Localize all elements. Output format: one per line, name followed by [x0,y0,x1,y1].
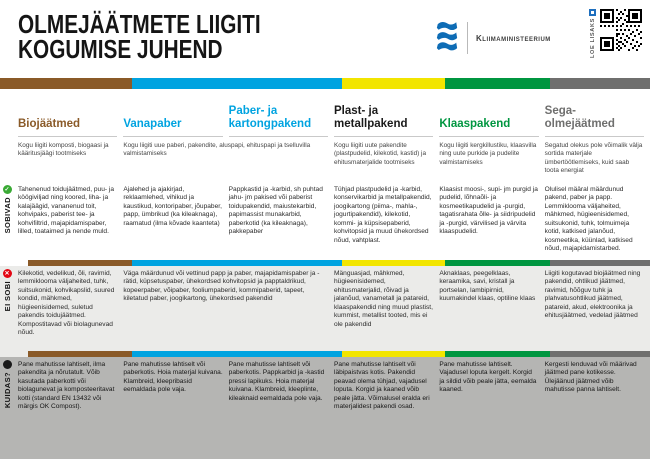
title-line1: OLMEJÄÄTMETE LIIGITI [18,9,261,39]
cell-eisobi-plastmetall: Mänguasjad, mähkmed, hügieenisidemed, ehitusmaterjalid, rõivad ja jalanõud, vanametall ja patareid, klaaspakendid ning muud plastist, kummist, metallist tooted, mis ei ole pakendid [334,270,433,328]
x-circle-icon: ✕ [4,270,10,277]
qr-side [588,9,597,58]
row-gutter-kuidas [0,357,12,459]
row-eisobi [0,266,650,351]
row-kuidas [0,357,650,459]
cell-kuidas-biojaatmed: Pane mahutisse lahtiselt, ilma pakendita ja nõrutatult. Võib kasutada paberkotti või biolagunevat ja komposteeritavat kotti (standard EN 13432 või märgis OK Compost). [18,361,115,411]
cell-sobivad-segaolme: Olulisel määral määrdunud pakend, paber ja papp. Lemmiklooma väljaheited, mähkmed, hügieenisidemed, suitsukonid, tuhk, tolmuimeja kotid, katkised jalanõud, kosmeetika, küünlad, katkised nõud, majapidamistarbed. [544,186,633,253]
cell-sobivad-biojaatmed: Tahenenud toidujäätmed, puu- ja köögiviljad ning koored, liha- ja kalajäägid, vananenud toit, kohvipaks, paberist tee- ja kohvifiltrid, majapidamispaber, lilled, toataimed ja nende muld. [18,186,115,236]
row-label-eisobi: EI SOBI [2,281,12,312]
purpose-klaas: Kogu liigiti kergkillustiku, klaasvilla ning uute purkide ja pudelite valmistamiseks [439,142,537,166]
cell-kuidas-segaolme: Kergesti lenduvad või määrivad jäätmed pane kotikesse. Ülejäänud jäätmed võib mahutisse panna lahtiselt. [544,361,637,394]
estonian-lions-icon [435,21,459,55]
row-label-kuidas: KUIDAS? [2,372,12,409]
purpose-biojaatmed: Kogu liigiti komposti, biogaasi ja kääritusjäägi tootmiseks [18,142,109,158]
purpose-segaolme: Segatud olekus pole võimalik välja sortida materjale ümbertöötlemiseks, kuid saab toota energiat [544,142,643,174]
cell-sobivad-paberpakend: Pappkastid ja -karbid, sh puhtad jahu- jm pakised või paberist toidupakendid, maiustekarbid, papimassist munakarbid, paberkotid (ka kileaknaga), pakkepaber [228,186,323,236]
qr-code-icon [600,9,642,51]
color-seg-plastmetal [342,78,445,89]
cell-kuidas-plastmetall: Pane mahutisse lahtiselt või läbipaistvas kotis. Pakendid peavad olema tühjad, vajadusel loputa. Korgid ja kaaned võib peale jätta. Võimalusel eralda eri materjalidest pakendi osad. [334,361,430,411]
cell-eisobi-paber: Väga määrdunud või vettinud papp ja paber, majapidamispaber ja -rätid, küpsetuspaber, ühekordsed kohvitopsid ja papptaldrikud, kopeerpaber, võipaber, fooliumpaberid, kommipaberid, tapeet, kiletatud paber, joogikartong, ühekordsed pakendid [123,270,320,303]
cell-eisobi-klaas: Aknaklaas, peegelklaas, keraamika, savi, kristall ja portselan, lambipirnid, kuumakindel klaas, optiline klaas [439,270,536,303]
qr-label: LOE LISAKS [589,18,596,59]
check-circle-icon: ✓ [4,186,10,193]
info-blue-square-icon [589,9,596,16]
column-header-vanapaber: Vanapaber [123,89,222,137]
cell-sobivad-klaas: Klaasist moosi-, supi- jm purgid ja pudelid, lõhnaõli- ja kosmeetikapudelid ja -purgid, tagatisrahata õlle- ja siidripudelid ja -purgid, värvilised ja värvita klaaspudelid. [439,186,538,236]
column-header-paber-kartongpakend: Paber- ja kartongpakend [229,89,328,137]
color-seg-bio [0,78,132,89]
cell-kuidas-paberpakend: Pane mahutisse lahtiselt või paberkotis. Pappkarbid ja -kastid pressi lapikuks. Hoia materjal kuivana. Klambreid, kleeplinte, kileaknaid eemaldada pole vaja. [228,361,325,402]
page-title [18,9,261,64]
row-gutter-sobivad [0,182,12,260]
color-seg-paper [132,78,342,89]
cell-sobivad-plastmetall: Tühjad plastpudelid ja -karbid, konservikarbid ja metallpakendid, joogikartong (piima-, mahla-, jogurtipakendid), kilekotid, kommi- ja küpsisepaberid, kohvitopsid ja muud ühekordsed nõud, vahtplast. [334,186,432,244]
color-seg-mixed [550,78,650,89]
row-gutter-eisobi [0,266,12,351]
row-label-sobivad: SOBIVAD [2,197,12,234]
purpose-plast-metall: Kogu liigiti uute pakendite (plastpudelid, kilekotid, kastid) ja ehitusmaterjalide tootmiseks [334,142,426,166]
cell-eisobi-segaolme: Liigiti kogutavad biojäätmed ning pakendid, ohtlikud jäätmed, ravimid, hõõguv tuhk ja plahvatusohtlikud jäätmed, patareid, akud, elektroonika ja ehitusjäätmed, vedelad jäätmed [544,270,641,320]
cell-kuidas-klaas: Pane mahutisse lahtiselt. Vajadusel loputa kergelt. Korgid ja sildid võib peale jätta, eemalda kaaned. [439,361,537,394]
column-header-klaaspakend: Klaaspakend [439,89,538,137]
column-header-segaolmejaatmed: Sega-olmejäätmed [545,89,644,137]
logo-divider [467,22,468,54]
row-sobivad [0,182,650,260]
header [0,0,650,78]
ministry-logo [435,21,551,55]
column-headers-row [0,89,650,137]
column-header-biojaatmed: Biojäätmed [18,89,117,137]
cell-kuidas-vanapaber: Pane mahutisse lahtiselt või paberkotis. Hoia materjal kuivana. Klambreid, kleepribasid eemaldada pole vaja. [123,361,223,394]
purpose-paber: Kogu liigiti uue paberi, pakendite, aluspapi, ehituspapi ja tselluvilla valmistamiseks [123,142,311,158]
cell-sobivad-vanapaber: Ajalehed ja ajakirjad, reklaamlehed, vihikud ja kaustikud, kontoripaber, jõupaber, papp, ümbrikud (ka kileaknaga), raamatud (ilma kõvade kaanteta) [123,186,222,227]
color-seg-glass [445,78,550,89]
qr-block [588,9,642,58]
column-header-plast-metallpakend: Plast- ja metallpakend [334,89,433,137]
purpose-row [0,137,650,182]
top-color-bar [0,78,650,89]
title-line2: KOGUMISE JUHEND [18,34,223,64]
cell-eisobi-biojaatmed: Kilekotid, vedelikud, õli, ravimid, lemmiklooma väljaheited, tuhk, suitsukonid, kohvikapslid, suured kondid, mähkmed, hügieenisidemed, suletud pakendis toidujäätmed. Kompostitavad või biolagunevad nõud. [18,270,115,337]
ministry-name: Kliimaministeerium [476,33,551,43]
dot-circle-icon [3,360,12,369]
